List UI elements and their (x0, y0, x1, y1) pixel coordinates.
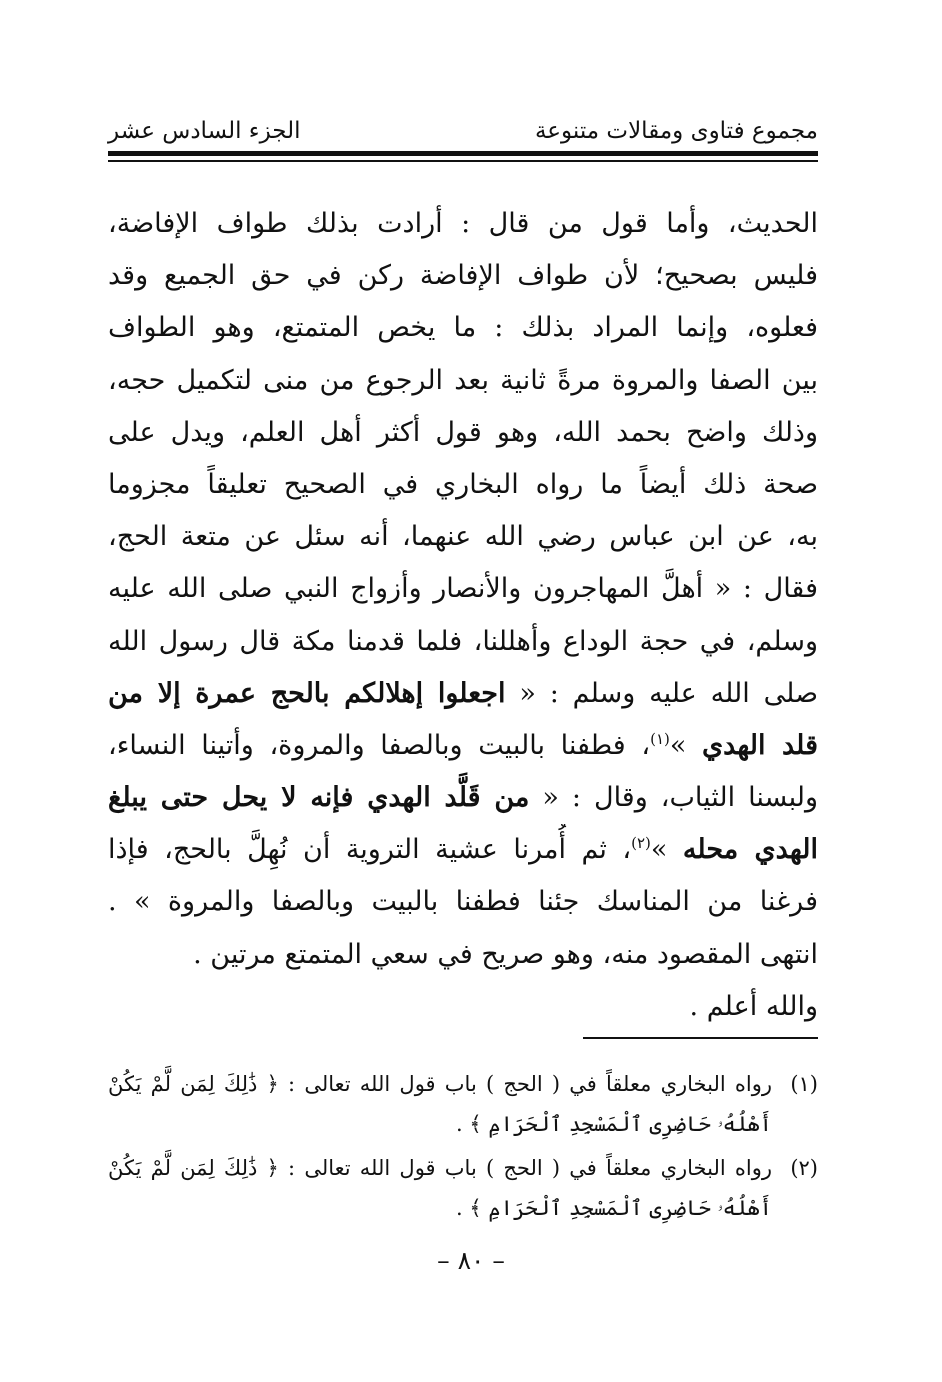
quote-close: » (650, 834, 668, 866)
footnote-line: رواه البخاري معلقاً في ( الحج ) باب قول الله تعالى : ﴿ ذَٰلِكَ لِمَن لَّمْ يَكُنْ (108, 1156, 772, 1180)
text-line (108, 824, 818, 876)
footnote-number: (١) (790, 1072, 818, 1096)
footnote-line: رواه البخاري معلقاً في ( الحج ) باب قول الله تعالى : ﴿ ذَٰلِكَ لِمَن لَّمْ يَكُنْ (108, 1072, 772, 1096)
volume-label: الجزء السادس عشر (108, 118, 301, 144)
text-run: ولبسنا الثياب، وقال : « (542, 782, 818, 814)
text-line: انتهى المقصود منه، وهو صريح في سعي المتمتع مرتين . (193, 938, 818, 970)
text-run: ، ثم أُمرنا عشية التروية أن نُهِلَّ بالحج، فإذا (108, 834, 632, 866)
text-line (108, 668, 818, 720)
footnotes (108, 1064, 818, 1232)
text-line: الحديث، وأما قول من قال : أرادت بذلك طواف الإفاضة، (108, 208, 818, 239)
footnote-2 (108, 1148, 818, 1228)
footnote-number: (٢) (790, 1156, 818, 1180)
text-line (108, 720, 818, 772)
footnote-ref-2[interactable]: (٢) (631, 834, 651, 853)
text-line: وسلم، في حجة الوداع وأهللنا، فلما قدمنا مكة قال رسول الله (108, 625, 818, 657)
text-line: وذلك واضح بحمد الله، وهو قول أكثر أهل العلم، ويدل على (108, 416, 818, 448)
text-line: فعلوه، وإنما المراد بذلك : ما يخص المتمتع، وهو الطواف (108, 312, 818, 344)
text-line: به، عن ابن عباس رضي الله عنهما، أنه سئل عن متعة الحج، (108, 521, 818, 553)
hadith-quote-bold: من قَلَّد الهدي فإنه لا يحل حتى يبلغ (108, 782, 530, 814)
footnote-body (108, 1148, 772, 1228)
text-line: فقال : « أهلَّ المهاجرون والأنصار وأزواج النبي صلى الله عليه (108, 573, 818, 605)
text-line: بين الصفا والمروة مرةً ثانية بعد الرجوع من منى لتكميل حجه، (108, 364, 818, 396)
text-line: والله أعلم . (689, 990, 818, 1022)
header-rule-thin (108, 160, 818, 162)
hadith-quote-bold: الهدي محله (682, 834, 818, 866)
page-number: – ٨٠ – (437, 1246, 505, 1275)
text-line (108, 772, 818, 824)
running-header (108, 112, 818, 146)
text-run: صلى الله عليه وسلم : « (519, 677, 818, 709)
hadith-quote-bold: قلد الهدي (702, 729, 818, 761)
footnote-1 (108, 1064, 818, 1144)
footnote-ref-1[interactable]: (١) (650, 729, 670, 748)
main-text (108, 198, 818, 1033)
footnote-line: أَهْلُهُۥ حَاضِرِى ٱلْمَسْجِدِ ٱلْحَرَامِ ﴾ . (455, 1112, 772, 1136)
footnote-separator (583, 1037, 818, 1039)
text-line: صحة ذلك أيضاً ما رواه البخاري في الصحيح تعليقاً مجزوما (108, 468, 818, 500)
text-run: ، فطفنا بالبيت وبالصفا والمروة، وأتينا النساء، (108, 729, 651, 761)
quote-close: » (669, 729, 687, 761)
book-title: مجموع فتاوى ومقالات متنوعة (534, 118, 818, 144)
header-rule-thick (108, 151, 818, 156)
footnote-line: أَهْلُهُۥ حَاضِرِى ٱلْمَسْجِدِ ٱلْحَرَامِ ﴾ . (455, 1196, 772, 1220)
text-line: فرغنا من المناسك جئنا فطفنا بالبيت وبالصفا والمروة » . (108, 886, 818, 918)
footnote-body (108, 1064, 772, 1144)
text-line: فليس بصحيح؛ لأن طواف الإفاضة ركن في حق الجميع وقد (108, 260, 818, 292)
hadith-quote-bold: اجعلوا إهلالكم بالحج عمرة إلا من (108, 677, 506, 709)
